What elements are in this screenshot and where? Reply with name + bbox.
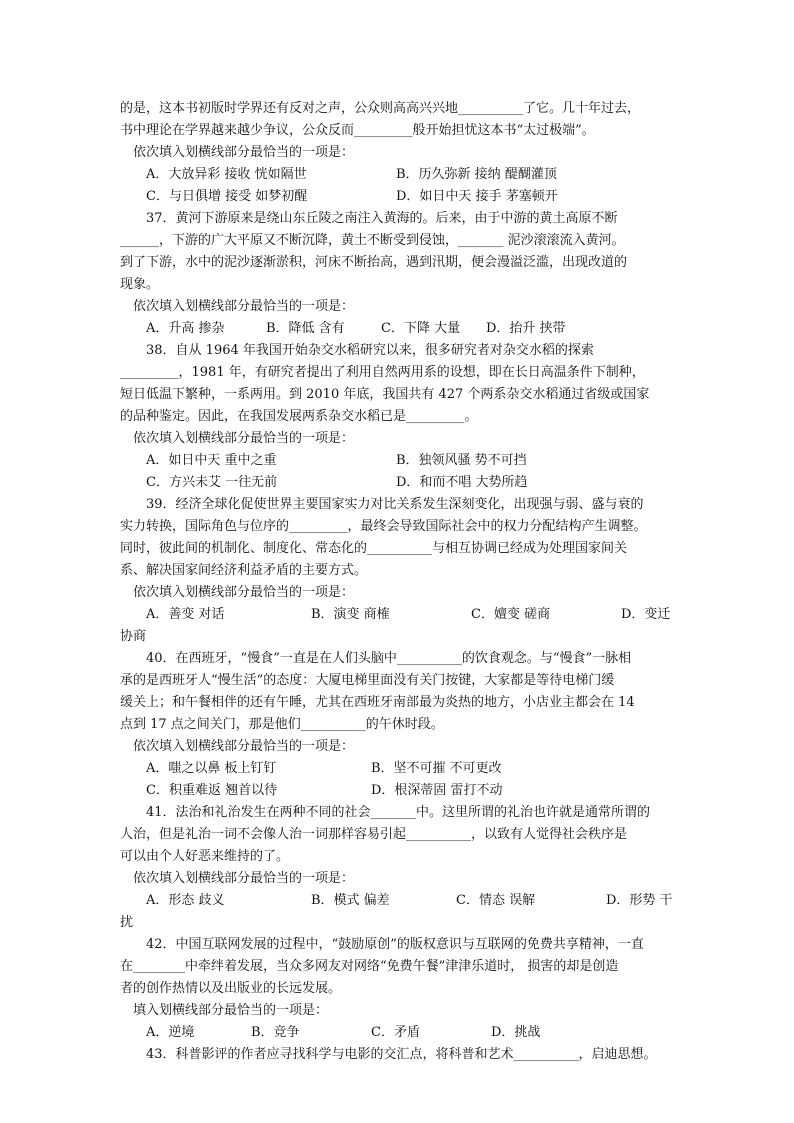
option-c: C．方兴未艾 一往无前 [146,475,278,490]
text-line: 到了下游，水中的泥沙逐渐淤积，河床不断抬高，遇到汛期，便会漫溢泛滥，出现改道的 [120,255,628,270]
option-c: C．与日俱增 接受 如梦初醒 [146,189,308,204]
option-b: B．模式 偏差 [311,893,390,908]
question-instruction: 依次填入划横线部分最恰当的一项是： [133,871,355,886]
question-instruction: 依次填入划横线部分最恰当的一项是： [133,739,355,754]
question-instruction: 填入划横线部分最恰当的一项是： [133,1003,329,1018]
question-37-start: 37．黄河下游原来是绕山东丘陵之南注入黄海的。后来，由于中游的黄土高原不断 [146,211,618,226]
option-a: A．大放异彩 接收 恍如隔世 [146,167,307,182]
option-a: A．逆境 [146,1025,195,1040]
text-line: 短日低温下繁种，一系两用。到 2010 年底，我国共有 427 个两系杂交水稻通过省级或国家 [120,387,650,402]
option-a: A．升高 掺杂 [146,321,225,336]
options-row [120,890,676,912]
text-line: 现象。 [120,277,160,292]
option-a: A．善变 对话 [146,607,225,622]
option-d: D．如日中天 接手 茅塞顿开 [396,189,558,204]
option-d: D．挑战 [491,1025,541,1040]
question-instruction: 依次填入划横线部分最恰当的一项是： [133,145,355,160]
option-b: B．独领风骚 势不可挡 [396,453,527,468]
text-line: _________，1981 年，有研究者提出了利用自然两用系的设想，即在长日高温条件下制种， [120,365,645,380]
option-a: A．嗤之以鼻 板上钉钉 [146,761,277,776]
text-line: 的是，这本书初版时学界还有反对之声，公众则高高兴兴地__________了它。几十年过去， [120,101,641,116]
text-line: 扰 [120,915,134,930]
question-instruction: 依次填入划横线部分最恰当的一项是： [133,585,355,600]
text-line: 书中理论在学界越来越少争议，公众反而_________般开始担忧这本书“太过极端”。 [120,123,595,138]
text-line: 实力转换，国际角色与位序的_________，最终会导致国际社会中的权力分配结构产生调整。 [120,519,647,534]
question-41-start: 41．法治和礼治发生在两种不同的社会_______中。这里所谓的礼治也许就是通常所谓的 [146,805,651,820]
options-row [120,1022,676,1044]
question-instruction: 依次填入划横线部分最恰当的一项是： [133,299,355,314]
options-row [120,450,676,472]
options-row [120,604,676,626]
question-instruction: 依次填入划横线部分最恰当的一项是： [133,431,355,446]
option-b: B．降低 含有 [266,321,345,336]
option-d: D．形势 干 [606,893,673,908]
text-line: 系、解决国家间经济利益矛盾的主要方式。 [120,563,368,578]
document-page [120,98,676,1066]
text-line: 承的是西班牙人“慢生活”的态度：大厦电梯里面没有关门按键，大家都是等待电梯门缓 [120,673,615,688]
text-line: 的品种鉴定。因此，在我国发展两系杂交水稻已是_________。 [120,409,478,424]
text-line: 协商 [120,629,147,644]
option-d: D．和而不唱 大势所趋 [396,475,528,490]
option-c: C．矛盾 [371,1025,420,1040]
text-line: 点到 17 点之间关门，那是他们__________的午休时段。 [120,717,444,732]
option-b: B．演变 商榷 [311,607,390,622]
option-c: C．下降 大量 [381,321,461,336]
option-b: B．坚不可摧 不可更改 [371,761,502,776]
options-row [120,472,676,494]
option-a: A．如日中天 重中之重 [146,453,277,468]
options-row [120,164,676,186]
options-row [120,318,676,340]
text-line: 者的创作热情以及出版业的长远发展。 [120,981,342,996]
option-b: B．历久弥新 接纳 醍醐灌顶 [396,167,557,182]
question-42-start: 42．中国互联网发展的过程中，“鼓励原创”的版权意识与互联网的免费共享精神，一直 [146,937,644,952]
text-line: 人治，但是礼治一词不会像人治一词那样容易引起__________，以致有人觉得社会秩序是 [120,827,628,842]
options-row [120,780,676,802]
text-line: 缓关上；和午餐相伴的还有午睡，尤其在西班牙南部最为炎热的地方，小店业主都会在 14 [120,695,635,710]
option-d: D．变迁 [621,607,671,622]
option-d: D．根深蒂固 雷打不动 [371,783,503,798]
options-row [120,186,676,208]
text-line: 在________中牵绊着发展，当众多网友对网络“免费午餐”津津乐道时， 损害的却是创造 [120,959,619,974]
question-40-start: 40．在西班牙，“慢食”一直是在人们头脑中__________的饮食观念。与“慢食”一脉相 [146,651,632,666]
text-line: 同时，彼此间的机制化、制度化、常态化的__________与相互协调已经成为处理国家间关 [120,541,628,556]
option-d: D．抬升 挟带 [486,321,566,336]
option-a: A．形态 歧义 [146,893,225,908]
question-43-start: 43．科普影评的作者应寻找科学与电影的交汇点，将科普和艺术__________，启迪思想。 [146,1047,657,1062]
option-b: B．竞争 [251,1025,300,1040]
option-c: C．积重难返 翘首以待 [146,783,278,798]
option-c: C．嬗变 磋商 [471,607,551,622]
option-c: C．情态 误解 [456,893,536,908]
options-row [120,758,676,780]
question-38-start: 38．自从 1964 年我国开始杂交水稻研究以来，很多研究者对杂交水稻的探索 [146,343,594,358]
text-line: ______，下游的广大平原又不断沉降，黄土不断受到侵蚀，_______ 泥沙滚滚流入黄河。 [120,233,625,248]
question-39-start: 39．经济全球化促使世界主要国家实力对比关系发生深刻变化，出现强与弱、盛与衰的 [146,497,644,512]
text-line: 可以由个人好恶来维持的了。 [120,849,290,864]
